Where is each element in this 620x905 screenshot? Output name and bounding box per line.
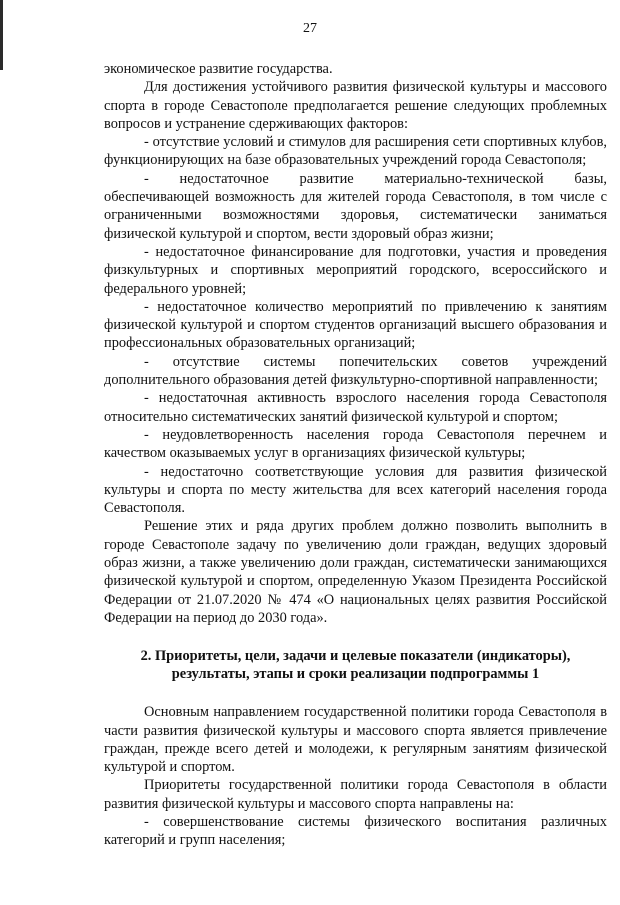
list-item-adult-activity: - недостаточная активность взрослого населения города Севастополя относительно систематических занятий физической культурой и спортом; xyxy=(104,390,607,425)
paragraph-continuation: экономическое развитие государства. xyxy=(104,61,333,77)
page-number: 27 xyxy=(303,21,317,36)
list-item-service-quality: - неудовлетворенность населения города Севастополя перечнем и качеством оказываемых услуг в организациях физической культуры; xyxy=(104,426,607,462)
section-heading-line-1: 2. Приоритеты, цели, задачи и целевые показатели (индикаторы), xyxy=(140,648,571,665)
document-body xyxy=(104,60,607,850)
list-item-sports-clubs: - отсутствие условий и стимулов для расширения сети спортивных клубов, функционирующих на базе образовательных учреждений города Севастополя; xyxy=(104,134,607,169)
list-item-physical-education: - совершенствование системы физического воспитания различных категорий и групп населения; xyxy=(104,813,607,849)
paragraph-intro-factors: Для достижения устойчивого развития физической культуры и массового спорта в городе Севастополе предполагается решение следующих проблемных вопросов и устранение сдерживающих факторов: xyxy=(104,79,607,132)
paragraph-main-direction: Основным направлением государственной политики города Севастополя в части развития физической культуры и массового спорта является привлечение граждан, прежде всего детей и молодежи, к регулярным занятиям физической культурой и спортом. xyxy=(104,704,607,776)
section-heading-line-2: результаты, этапы и сроки реализации подпрограммы 1 xyxy=(171,666,540,683)
list-item-material-base: - недостаточное развитие материально-технической базы, обеспечивающей возможность для жителей города Севастополя, в том числе с ограниченными возможностями здоровья, систематически заниматься физической культурой и спортом, вести здоровый образ жизни; xyxy=(104,170,607,242)
list-item-financing: - недостаточное финансирование для подготовки, участия и проведения физкультурных и спортивных мероприятий городского, всероссийского и федерального уровней; xyxy=(104,243,607,297)
paragraph-solution: Решение этих и ряда других проблем должно позволить выполнить в городе Севастополе задачу по увеличению доли граждан, ведущих здоровый образ жизни, а также увеличению доли граждан, систематически занимающихся физической культурой и спортом, определенную Указом Президента Российской Федерации от 21.07.2020 № 474 «О национальных целях развития Российской Федерации на период до 2030 года». xyxy=(104,518,607,626)
list-item-trustee-councils: - отсутствие системы попечительских советов учреждений дополнительного образования детей физкультурно-спортивной направленности; xyxy=(104,353,607,389)
list-item-student-events: - недостаточное количество мероприятий по привлечению к занятиям физической культурой и спортом студентов организаций высшего образования и профессиональных образовательных организаций; xyxy=(104,298,607,352)
paragraph-priorities: Приоритеты государственной политики города Севастополя в области развития физической культуры и массового спорта направлены на: xyxy=(104,777,607,812)
list-item-residence-conditions: - недостаточно соответствующие условия для развития физической культуры и спорта по месту жительства для всех категорий населения города Севастополя. xyxy=(104,463,607,517)
